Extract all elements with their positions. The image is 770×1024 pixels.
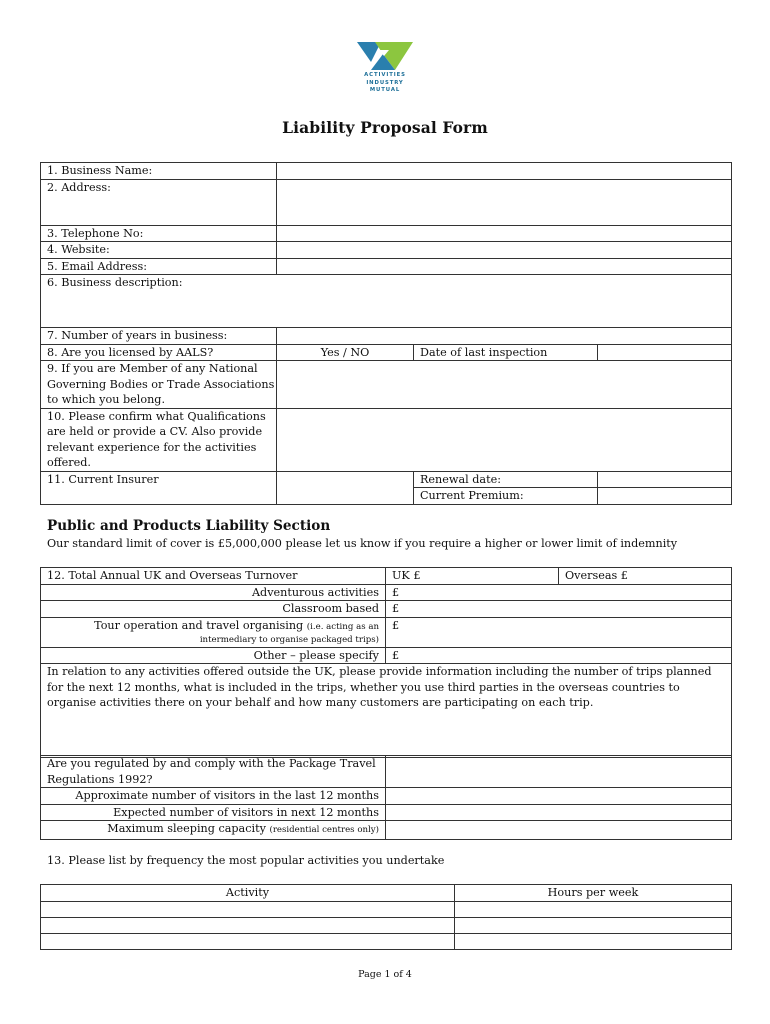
adventurous-field[interactable]: £ (386, 584, 732, 601)
other-field[interactable]: £ (386, 647, 732, 664)
email-field[interactable] (277, 258, 732, 275)
telephone-field[interactable] (277, 225, 732, 242)
hours-field[interactable] (455, 917, 732, 933)
renewal-field[interactable] (598, 471, 732, 488)
regulated-field[interactable] (386, 756, 732, 788)
aals-label: 8. Are you licensed by AALS? (41, 344, 277, 361)
website-label: 4. Website: (41, 242, 277, 259)
liability-section-subtext: Our standard limit of cover is £5,000,000 please let us know if you require a higher or lower limit of indemnity (47, 537, 678, 550)
sleeping-label (41, 821, 386, 840)
activity-field[interactable] (41, 901, 455, 917)
sleeping-field[interactable] (386, 821, 732, 840)
overseas-turnover-field[interactable]: Overseas £ (559, 568, 732, 585)
activities-industry-mutual-logo (353, 42, 417, 98)
address-field[interactable] (277, 179, 732, 225)
hours-field[interactable] (455, 933, 732, 949)
activity-field[interactable] (41, 933, 455, 949)
overseas-info-text: In relation to any activities offered outside the UK, please provide information including the number of trips planned for the next 12 months, what is included in the trips, whether you use third parties in the overseas countries to organise activities there on your behalf and how many customers are participating on each trip. (47, 665, 712, 709)
email-label: 5. Email Address: (41, 258, 277, 275)
hours-column-header: Hours per week (455, 885, 732, 902)
inspection-label: Date of last inspection (414, 344, 598, 361)
turnover-table (40, 567, 732, 758)
adventurous-label: Adventurous activities (41, 584, 386, 601)
activity-column-header: Activity (41, 885, 455, 902)
sleeping-note: (residential centres only) (269, 825, 379, 835)
mountain-logo-icon (353, 42, 417, 70)
business-description-label: 6. Business description: (47, 276, 183, 289)
uk-turnover-field[interactable]: UK £ (386, 568, 559, 585)
activity-field[interactable] (41, 917, 455, 933)
visitors-last-field[interactable] (386, 788, 732, 805)
insurer-label: 11. Current Insurer (41, 471, 277, 504)
classroom-label: Classroom based (41, 601, 386, 618)
tour-label (41, 617, 386, 647)
years-label: 7. Number of years in business: (41, 328, 277, 345)
activities-question: 13. Please list by frequency the most popular activities you undertake (47, 854, 445, 867)
page-footer: Page 1 of 4 (358, 969, 412, 980)
visitors-next-label: Expected number of visitors in next 12 months (41, 804, 386, 821)
business-description-field[interactable] (41, 275, 732, 328)
logo-text: ACTIVITIES INDUSTRY MUTUAL (364, 72, 406, 93)
aals-answer[interactable]: Yes / NO (277, 344, 414, 361)
insurer-field[interactable] (277, 471, 414, 504)
page-title: Liability Proposal Form (282, 118, 488, 137)
classroom-field[interactable]: £ (386, 601, 732, 618)
ngb-label: 9. If you are Member of any National Governing Bodies or Trade Associations to which you belong. (41, 361, 277, 409)
years-field[interactable] (277, 328, 732, 345)
regulations-table (40, 755, 732, 840)
premium-field[interactable] (598, 488, 732, 505)
regulated-label: Are you regulated by and comply with the Package Travel Regulations 1992? (41, 756, 386, 788)
other-label: Other – please specify (41, 647, 386, 664)
renewal-label: Renewal date: (414, 471, 598, 488)
business-name-field[interactable] (277, 163, 732, 180)
turnover-label: 12. Total Annual UK and Overseas Turnover (41, 568, 386, 585)
liability-section-heading: Public and Products Liability Section (47, 518, 331, 534)
ngb-field[interactable] (277, 361, 732, 409)
visitors-next-field[interactable] (386, 804, 732, 821)
activities-table (40, 884, 732, 950)
tour-field[interactable]: £ (386, 617, 732, 647)
tour-note-1: (i.e. acting as an (306, 621, 379, 632)
business-name-label: 1. Business Name: (41, 163, 277, 180)
sleeping-label-text: Maximum sleeping capacity (107, 822, 266, 835)
qualifications-field[interactable] (277, 408, 732, 471)
tour-label-text: Tour operation and travel organising (94, 618, 304, 632)
premium-label: Current Premium: (414, 488, 598, 505)
qualifications-label: 10. Please confirm what Qualifications are held or provide a CV. Also provide relevant experience for the activities offered. (41, 408, 277, 471)
tour-note-2: intermediary to organise packaged trips) (199, 634, 379, 645)
address-label: 2. Address: (41, 179, 277, 225)
business-details-table (40, 162, 732, 505)
visitors-last-label: Approximate number of visitors in the last 12 months (41, 788, 386, 805)
telephone-label: 3. Telephone No: (41, 225, 277, 242)
hours-field[interactable] (455, 901, 732, 917)
inspection-field[interactable] (598, 344, 732, 361)
website-field[interactable] (277, 242, 732, 259)
overseas-info-field[interactable] (41, 664, 732, 758)
